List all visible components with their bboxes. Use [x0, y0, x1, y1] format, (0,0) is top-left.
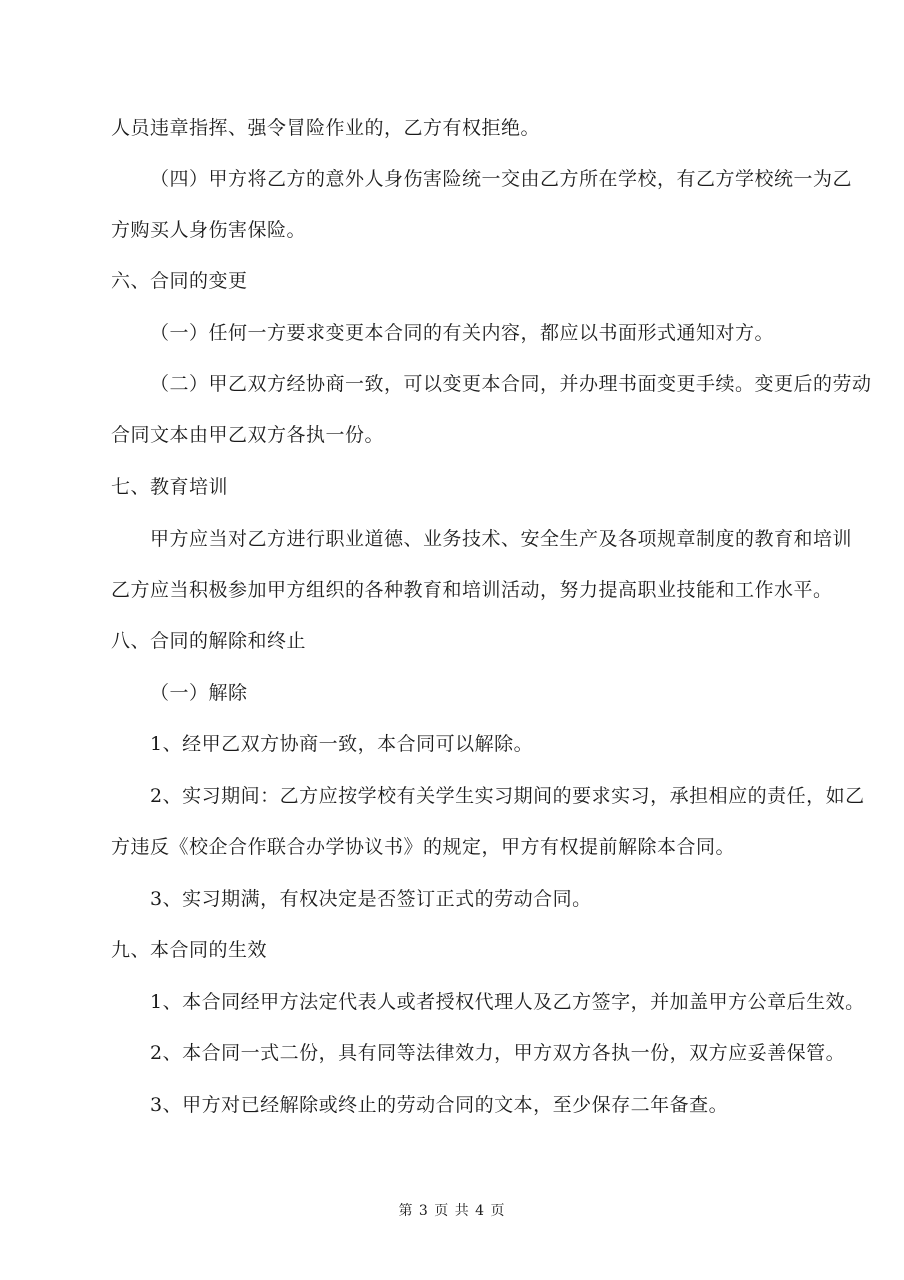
section-heading-7: 七、教育培训 — [111, 476, 229, 498]
numbered-item: 3、甲方对已经解除或终止的劳动合同的文本，至少保存二年备查。 — [150, 1094, 729, 1116]
numbered-item: 1、本合同经甲方法定代表人或者授权代理人及乙方签字，并加盖甲方公章后生效。 — [150, 991, 865, 1013]
body-text-line: 人员违章指挥、强令冒险作业的，乙方有权拒绝。 — [111, 117, 541, 139]
subsection-heading: （一）解除 — [150, 682, 248, 704]
section-heading-8: 八、合同的解除和终止 — [111, 630, 307, 652]
clause-line: （一）任何一方要求变更本合同的有关内容，都应以书面形式通知对方。 — [150, 322, 775, 344]
clause-four-line: （四）甲方将乙方的意外人身伤害险统一交由乙方所在学校，有乙方学校统一为乙 — [150, 168, 853, 190]
page-number-footer: 第 3 页 共 4 页 — [398, 1203, 506, 1219]
numbered-item: 2、实习期间：乙方应按学校有关学生实习期间的要求实习，承担相应的责任，如乙 — [150, 785, 865, 807]
numbered-item: 1、经甲乙双方协商一致，本合同可以解除。 — [150, 733, 534, 755]
body-text-line: 乙方应当积极参加甲方组织的各种教育和培训活动，努力提高职业技能和工作水平。 — [111, 579, 833, 601]
section-heading-6: 六、合同的变更 — [111, 270, 248, 292]
body-text-line: 合同文本由甲乙双方各执一份。 — [111, 424, 385, 446]
numbered-item: 3、实习期满，有权决定是否签订正式的劳动合同。 — [150, 888, 592, 910]
numbered-item: 2、本合同一式二份，具有同等法律效力，甲方双方各执一份，双方应妥善保管。 — [150, 1042, 846, 1064]
section-heading-9: 九、本合同的生效 — [111, 939, 268, 961]
clause-line: （二）甲乙双方经协商一致，可以变更本合同，并办理书面变更手续。变更后的劳动 — [150, 373, 872, 395]
body-text-line: 方违反《校企合作联合办学协议书》的规定，甲方有权提前解除本合同。 — [111, 836, 736, 858]
body-text-line: 甲方应当对乙方进行职业道德、业务技术、安全生产及各项规章制度的教育和培训 — [150, 528, 853, 550]
body-text-line: 方购买人身伤害保险。 — [111, 219, 307, 241]
